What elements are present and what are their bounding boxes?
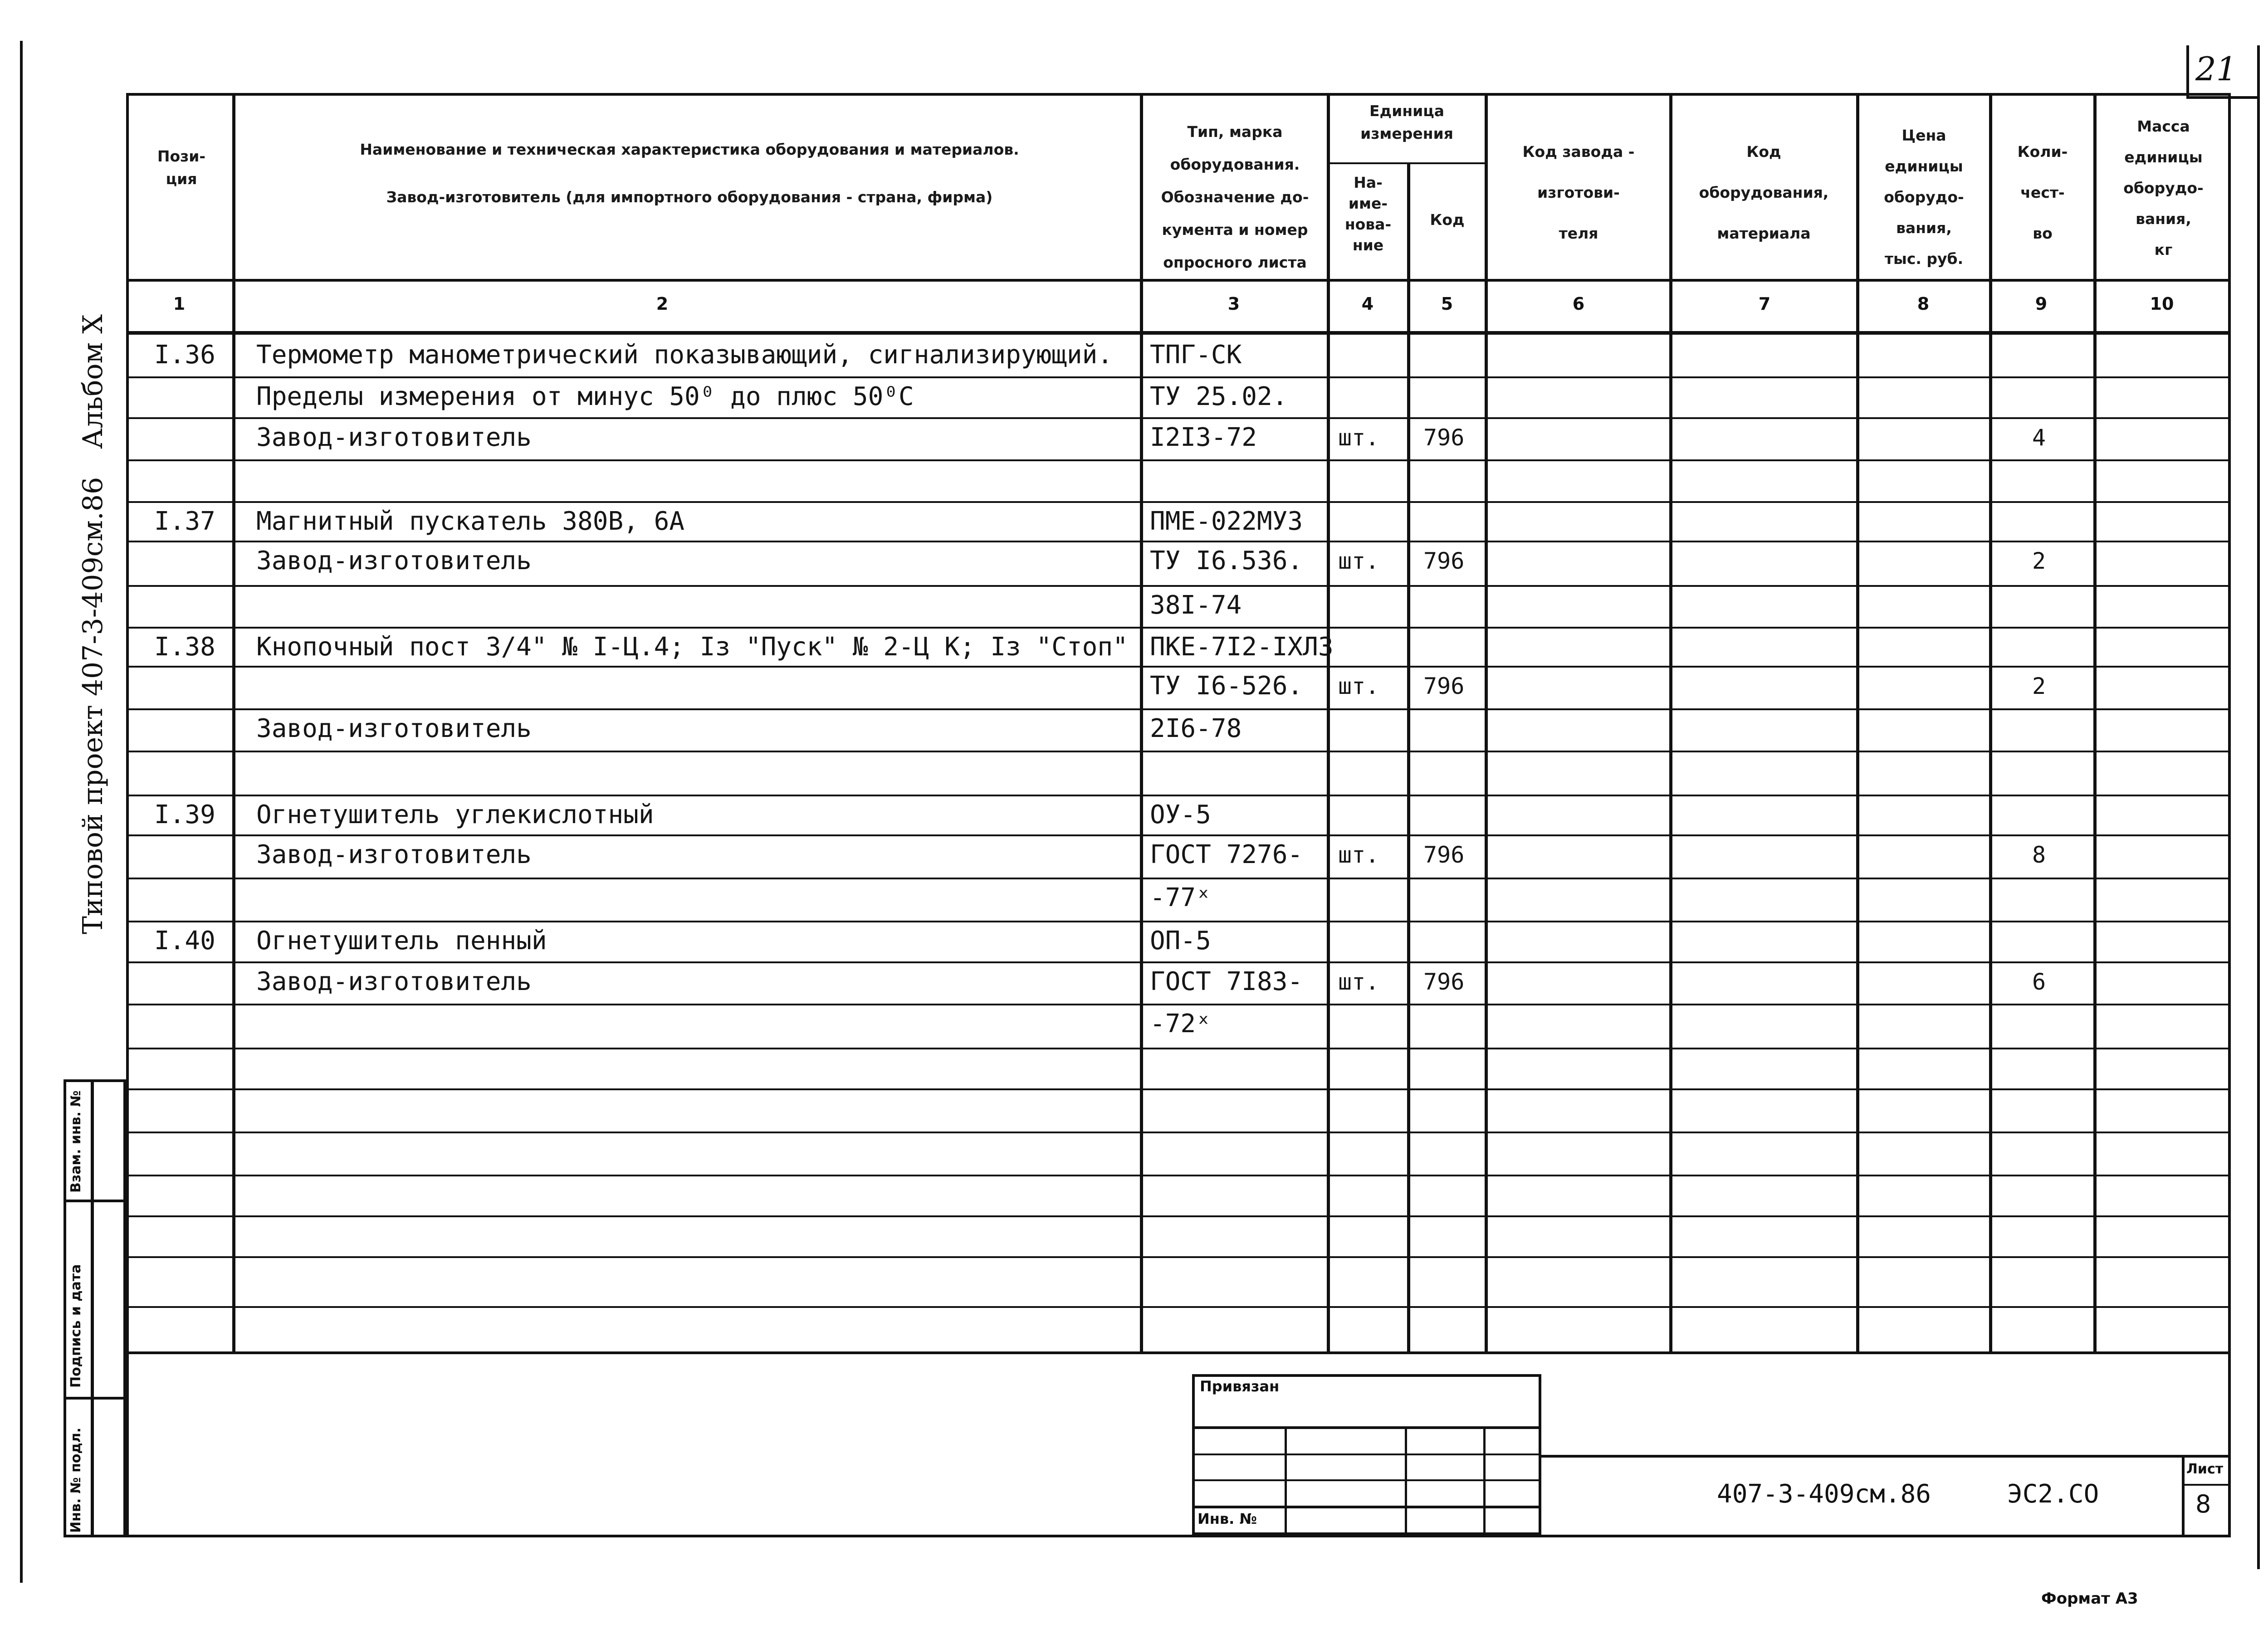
row-line bbox=[126, 751, 2231, 752]
side-title: Типовой проект 407-3-409см.86 bbox=[77, 477, 109, 934]
header-unit: Единица измерения bbox=[1360, 102, 1453, 142]
side-stamp-divider bbox=[64, 1397, 126, 1400]
col-number-10: 10 bbox=[2150, 294, 2174, 314]
header-unit-name: На- име- нова- ние bbox=[1344, 174, 1392, 254]
row-type: ПКЕ-7I2-IХЛЗ bbox=[1150, 632, 1334, 662]
privyazan-label: Привязан bbox=[1200, 1378, 1280, 1395]
row-name: Пределы измерения от минус 50⁰ до плюс 50⁰С bbox=[256, 382, 914, 411]
row-line bbox=[126, 1088, 2231, 1090]
row-name: Завод-изготовитель bbox=[256, 840, 532, 869]
row-line bbox=[126, 627, 2231, 629]
row-line bbox=[126, 1215, 2231, 1217]
row-position: I.39 bbox=[154, 800, 215, 829]
row-quantity: 2 bbox=[2032, 548, 2046, 574]
row-name: Кнопочный пост 3/4" № I-Ц.4; Iз "Пуск" № 2-Ц К; Iз "Стоп" bbox=[256, 632, 1128, 662]
row-position: I.38 bbox=[154, 632, 215, 662]
col-line-4 bbox=[1407, 163, 1410, 1351]
privyazan-vline bbox=[1483, 1426, 1486, 1535]
header-unit-code: Код bbox=[1430, 211, 1465, 229]
table-bottom-line bbox=[126, 1351, 2231, 1354]
row-unit: шт. bbox=[1338, 969, 1379, 995]
col-number-1: 1 bbox=[173, 294, 186, 314]
row-type: ОП-5 bbox=[1150, 926, 1211, 956]
col-line-9 bbox=[2093, 93, 2097, 1351]
row-type: I2I3-72 bbox=[1150, 423, 1257, 452]
list-box-divider bbox=[2182, 1484, 2231, 1486]
row-name: Огнетушитель углекислотный bbox=[256, 800, 654, 829]
row-line bbox=[126, 585, 2231, 587]
row-unit: шт. bbox=[1338, 842, 1379, 868]
row-position: I.40 bbox=[154, 926, 215, 956]
col-line-8 bbox=[1989, 93, 1992, 1351]
row-line bbox=[126, 961, 2231, 963]
row-line bbox=[126, 666, 2231, 668]
side-stamp-divider-v bbox=[91, 1079, 94, 1537]
row-position: I.37 bbox=[154, 507, 215, 536]
header-equipment-code: Код оборудования, материала bbox=[1699, 143, 1829, 242]
privyazan-vline bbox=[1285, 1426, 1287, 1535]
row-line bbox=[126, 501, 2231, 503]
row-name: Огнетушитель пенный bbox=[256, 926, 547, 956]
row-name: Завод-изготовитель bbox=[256, 967, 532, 996]
inv-no-label: Инв. № bbox=[1198, 1510, 1257, 1527]
privyazan-line bbox=[1192, 1426, 1541, 1429]
left-binding-line bbox=[20, 41, 23, 1583]
row-name: Завод-изготовитель bbox=[256, 423, 532, 452]
side-stamp-podpis: Подпись и дата bbox=[68, 1264, 84, 1388]
side-stamp-vzam: Взам. инв. № bbox=[68, 1090, 84, 1193]
row-line bbox=[126, 834, 2231, 836]
col-line-7 bbox=[1856, 93, 1859, 1351]
row-type: ГОСТ 7I83- bbox=[1150, 967, 1303, 996]
row-type: ОУ-5 bbox=[1150, 800, 1211, 829]
row-line bbox=[126, 921, 2231, 922]
row-type: 2I6-78 bbox=[1150, 714, 1242, 743]
header-mass: Масса единицы оборудо- вания, кг bbox=[2123, 117, 2204, 259]
row-quantity: 2 bbox=[2032, 673, 2046, 699]
header-price: Цена единицы оборудо- вания, тыс. руб. bbox=[1884, 127, 1964, 268]
row-code: 796 bbox=[1423, 548, 1465, 574]
privyazan-line bbox=[1192, 1506, 1541, 1508]
col-number-9: 9 bbox=[2035, 294, 2048, 314]
row-line bbox=[126, 1306, 2231, 1308]
row-name: Магнитный пускатель 380В, 6А bbox=[256, 507, 685, 536]
row-name: Завод-изготовитель bbox=[256, 546, 532, 576]
row-type: ТУ 25.02. bbox=[1150, 382, 1288, 411]
col-number-5: 5 bbox=[1441, 294, 1453, 314]
row-unit: шт. bbox=[1338, 548, 1379, 574]
list-label: Лист bbox=[2186, 1461, 2224, 1477]
row-code: 796 bbox=[1423, 673, 1465, 699]
row-quantity: 8 bbox=[2032, 842, 2046, 868]
row-line bbox=[126, 1048, 2231, 1049]
side-album: Альбом X bbox=[77, 314, 109, 449]
row-line bbox=[126, 459, 2231, 461]
col-number-3: 3 bbox=[1227, 294, 1240, 314]
header-factory-code: Код завода - изготови- теля bbox=[1522, 143, 1635, 242]
header-type: Тип, марка оборудования. Обозначение до- кумента и номер опросного листа bbox=[1161, 123, 1309, 271]
row-code: 796 bbox=[1423, 424, 1465, 451]
col-line-2 bbox=[1140, 93, 1143, 1351]
header-quantity: Коли- чест- во bbox=[2017, 143, 2068, 242]
row-type: -77ˣ bbox=[1150, 883, 1211, 912]
header-position: Пози- ция bbox=[157, 147, 206, 188]
row-line bbox=[126, 376, 2231, 378]
row-type: -72ˣ bbox=[1150, 1009, 1211, 1039]
unit-header-divider bbox=[1327, 162, 1485, 164]
row-type: ТПГ-СК bbox=[1150, 340, 1242, 370]
col-number-7: 7 bbox=[1758, 294, 1771, 314]
row-code: 796 bbox=[1423, 969, 1465, 995]
numbers-bottom-line bbox=[126, 331, 2231, 335]
row-name: Термометр манометрический показывающий, сигнализирующий. bbox=[256, 340, 1113, 370]
header-name-line1: Наименование и техническая характеристика оборудования и материалов. bbox=[360, 141, 1019, 158]
col-line-3 bbox=[1327, 93, 1330, 1351]
row-quantity: 6 bbox=[2032, 969, 2046, 995]
col-number-6: 6 bbox=[1572, 294, 1585, 314]
row-line bbox=[126, 1004, 2231, 1005]
header-bottom-line bbox=[126, 279, 2231, 282]
doc-code-line bbox=[1541, 1455, 2231, 1458]
privyazan-vline bbox=[1405, 1426, 1407, 1535]
row-line bbox=[126, 541, 2231, 542]
right-frame-line bbox=[2257, 45, 2260, 1569]
col-line-5 bbox=[1485, 93, 1488, 1351]
format-label: Формат А3 bbox=[2041, 1590, 2138, 1608]
row-line bbox=[126, 1256, 2231, 1258]
privyazan-line bbox=[1192, 1479, 1541, 1481]
header-name-line2: Завод-изготовитель (для импортного оборудования - страна, фирма) bbox=[386, 188, 993, 206]
row-unit: шт. bbox=[1338, 424, 1379, 451]
row-type: ТУ I6.536. bbox=[1150, 546, 1303, 576]
row-line bbox=[126, 878, 2231, 879]
col-number-2: 2 bbox=[656, 294, 669, 314]
row-name: Завод-изготовитель bbox=[256, 714, 532, 743]
sheet-corner-number: 21 bbox=[2195, 50, 2237, 88]
row-quantity: 4 bbox=[2032, 424, 2046, 451]
row-position: I.36 bbox=[154, 340, 215, 370]
row-type: ТУ I6-526. bbox=[1150, 671, 1303, 701]
col-line-6 bbox=[1669, 93, 1672, 1351]
row-type: 38I-74 bbox=[1150, 590, 1242, 620]
side-stamp-divider bbox=[64, 1200, 126, 1202]
row-line bbox=[126, 1175, 2231, 1176]
row-type: ГОСТ 7276- bbox=[1150, 840, 1303, 869]
row-type: ПМЕ-022МУЗ bbox=[1150, 507, 1303, 536]
row-line bbox=[126, 795, 2231, 796]
col-number-4: 4 bbox=[1361, 294, 1374, 314]
side-stamp-inv: Инв. № подл. bbox=[68, 1427, 84, 1533]
col-line-1 bbox=[232, 93, 235, 1351]
doc-code: 407-3-409см.86 bbox=[1717, 1479, 1931, 1509]
row-unit: шт. bbox=[1338, 673, 1379, 699]
row-line bbox=[126, 1132, 2231, 1133]
row-line bbox=[126, 417, 2231, 419]
col-number-8: 8 bbox=[1917, 294, 1930, 314]
row-line bbox=[126, 708, 2231, 710]
privyazan-line bbox=[1192, 1454, 1541, 1455]
row-code: 796 bbox=[1423, 842, 1465, 868]
section-code: ЭС2.СО bbox=[2007, 1479, 2099, 1509]
list-number: 8 bbox=[2195, 1490, 2211, 1518]
